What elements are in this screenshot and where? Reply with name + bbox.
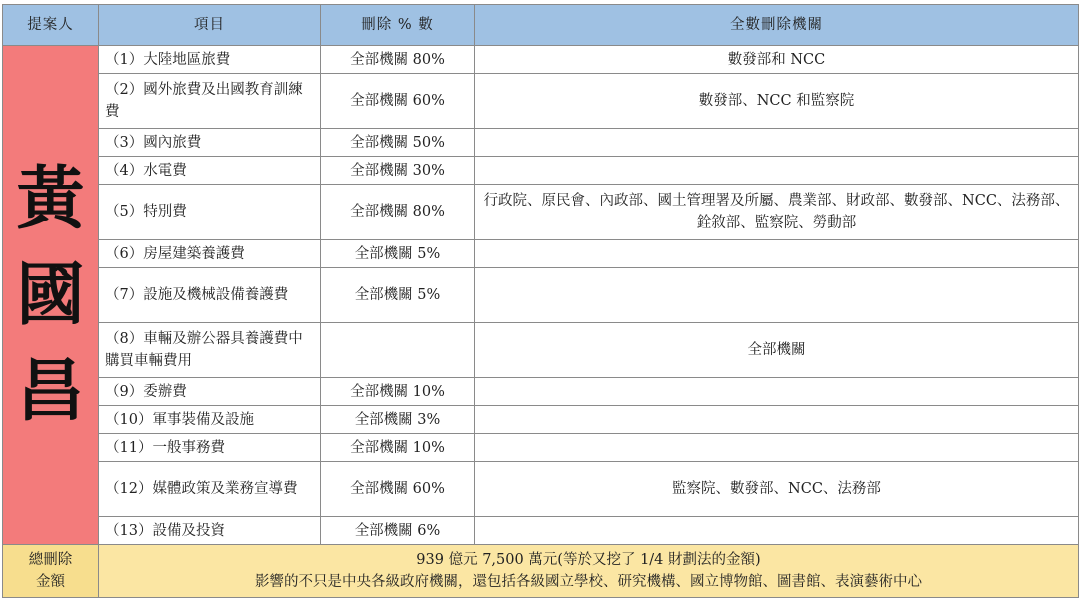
table-row <box>3 462 1079 517</box>
percent-cell <box>321 240 475 268</box>
agency-cell-text: 監察院、數發部、NCC、法務部 <box>672 481 881 497</box>
table-row <box>3 240 1079 268</box>
total-body-cell <box>99 545 1079 598</box>
header-item: 項目 <box>99 5 321 46</box>
item-cell <box>99 185 321 240</box>
total-impact: 影響的不只是中央各級政府機關，還包括各級國立學校、研究機構、國立博物館、圖書館、表演藝術中心 <box>255 574 922 590</box>
percent-cell-text: 全部機關 5% <box>354 245 441 262</box>
item-cell-text: （6）房屋建築養護費 <box>105 245 245 262</box>
percent-cell <box>321 74 475 129</box>
header-percent: 刪除 % 數 <box>321 5 475 46</box>
table-row <box>3 268 1079 323</box>
percent-cell-text: 全部機關 5% <box>354 287 441 303</box>
item-cell <box>99 462 321 517</box>
percent-cell <box>321 462 475 517</box>
total-label-cell <box>3 545 99 598</box>
agency-cell <box>475 323 1079 378</box>
percent-cell-text: 全部機關 30% <box>350 162 445 179</box>
percent-cell <box>321 185 475 240</box>
item-cell <box>99 268 321 323</box>
percent-cell <box>321 157 475 185</box>
percent-cell <box>321 323 475 378</box>
agency-cell <box>475 74 1079 129</box>
table-row <box>3 517 1079 545</box>
agency-cell <box>475 268 1079 323</box>
percent-cell <box>321 378 475 406</box>
item-cell-text: （1）大陸地區旅費 <box>105 51 231 68</box>
agency-cell <box>475 185 1079 240</box>
item-cell <box>99 378 321 406</box>
table-row <box>3 129 1079 157</box>
item-cell-text: （2）國外旅費及出國教育訓練費 <box>105 82 303 120</box>
item-cell-text: （5）特別費 <box>105 204 187 220</box>
item-cell <box>99 240 321 268</box>
item-cell-text: （4）水電費 <box>105 162 187 179</box>
item-cell-text: （13）設備及投資 <box>105 522 225 539</box>
header-proposer: 提案人 <box>3 5 99 46</box>
item-cell-text: （10）軍事裝備及設施 <box>105 411 254 428</box>
item-cell <box>99 517 321 545</box>
item-cell <box>99 129 321 157</box>
agency-cell-text: 行政院、原民會、內政部、國土管理署及所屬、農業部、財政部、數發部、NCC、法務部、銓敘部、監察院、勞動部 <box>483 193 1070 231</box>
budget-cut-table <box>2 4 1079 598</box>
percent-cell <box>321 46 475 74</box>
agency-cell <box>475 46 1079 74</box>
total-amount: 939 億元 7,500 萬元(等於又挖了 1/4 財劃法的金額) <box>416 552 761 568</box>
item-cell-text: （9）委辦費 <box>105 383 187 400</box>
percent-cell-text: 全部機關 50% <box>350 134 445 151</box>
proposer-char: 黃 <box>16 159 85 239</box>
item-cell <box>99 323 321 378</box>
table-row <box>3 323 1079 378</box>
item-cell <box>99 46 321 74</box>
table-body <box>3 46 1079 598</box>
percent-cell <box>321 268 475 323</box>
percent-cell-text: 全部機關 80% <box>350 51 445 68</box>
table-row <box>3 74 1079 129</box>
header-row <box>3 5 1079 46</box>
item-cell <box>99 74 321 129</box>
table-row <box>3 434 1079 462</box>
agency-cell <box>475 462 1079 517</box>
table-row <box>3 46 1079 74</box>
percent-cell-text: 全部機關 60% <box>350 93 445 109</box>
agency-cell-text: 數發部和 NCC <box>727 51 826 68</box>
proposer-cell <box>3 46 99 545</box>
percent-cell-text: 全部機關 10% <box>350 439 445 456</box>
total-label-line: 總刪除 <box>28 552 73 568</box>
item-cell-text: （8）車輛及辦公器具養護費中購買車輛費用 <box>105 331 303 369</box>
percent-cell <box>321 406 475 434</box>
agency-cell-text: 數發部、NCC 和監察院 <box>698 93 855 109</box>
percent-cell-text: 全部機關 60% <box>350 481 445 497</box>
percent-cell <box>321 517 475 545</box>
agency-cell <box>475 517 1079 545</box>
item-cell-text: （12）媒體政策及業務宣導費 <box>105 481 298 497</box>
percent-cell-text: 全部機關 10% <box>350 383 445 400</box>
percent-cell <box>321 434 475 462</box>
proposer-name <box>9 151 92 439</box>
proposer-char: 昌 <box>16 351 85 431</box>
agency-cell <box>475 240 1079 268</box>
header-agency: 全數刪除機關 <box>475 5 1079 46</box>
agency-cell <box>475 157 1079 185</box>
table-row <box>3 157 1079 185</box>
percent-cell-text: 全部機關 3% <box>354 411 441 428</box>
item-cell <box>99 406 321 434</box>
agency-cell <box>475 129 1079 157</box>
table-row <box>3 406 1079 434</box>
total-row <box>3 545 1079 598</box>
proposer-char: 國 <box>16 255 85 335</box>
item-cell-text: （7）設施及機械設備養護費 <box>105 287 289 303</box>
total-label-line: 金額 <box>36 574 65 590</box>
table-row <box>3 378 1079 406</box>
percent-cell-text: 全部機關 6% <box>354 522 441 539</box>
percent-cell <box>321 129 475 157</box>
agency-cell <box>475 434 1079 462</box>
item-cell <box>99 157 321 185</box>
agency-cell <box>475 406 1079 434</box>
agency-cell <box>475 378 1079 406</box>
agency-cell-text: 全部機關 <box>747 342 806 358</box>
item-cell-text: （3）國內旅費 <box>105 134 202 151</box>
item-cell-text: （11）一般事務費 <box>105 439 225 456</box>
item-cell <box>99 434 321 462</box>
percent-cell-text: 全部機關 80% <box>350 204 445 220</box>
table-row <box>3 185 1079 240</box>
